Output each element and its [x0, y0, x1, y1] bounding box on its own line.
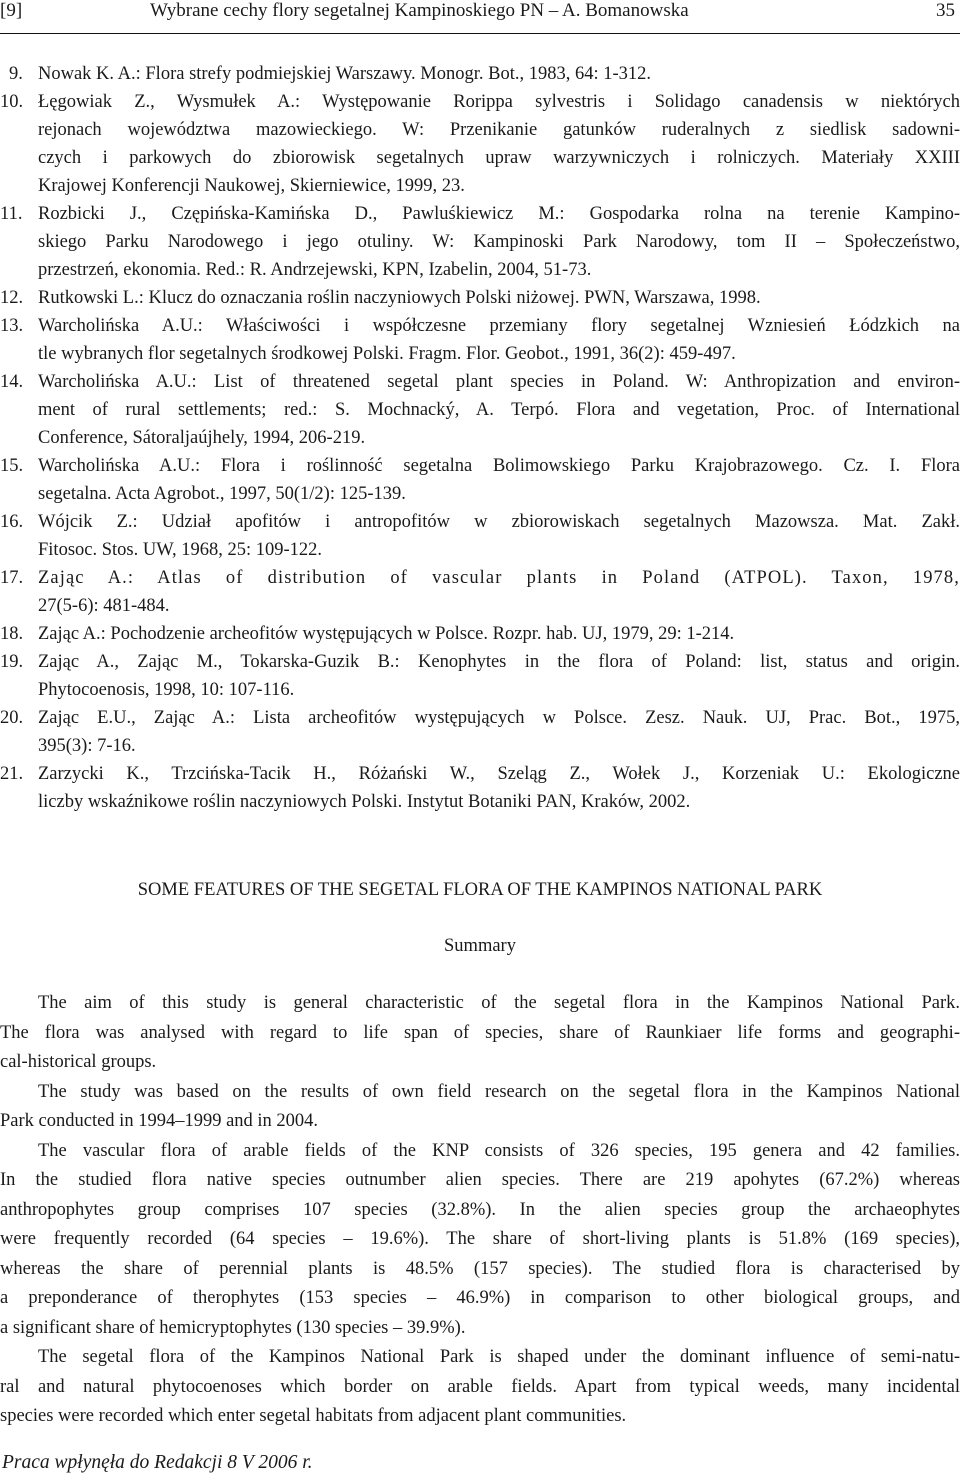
reference-line: Warcholińska A.U.: List of threatened segetal plant species in Poland. W: Anthropization and environ- [38, 372, 960, 392]
reference-item [0, 368, 960, 452]
reference-line: Łęgowiak Z., Wysmułek A.: Występowanie Rorippa sylvestris i Solidago canadensis w niektórych [38, 92, 960, 112]
running-title: Wybrane cechy flory segetalnej Kampinoskiego PN – A. Bomanowska [150, 0, 689, 21]
reference-item [0, 564, 960, 620]
summary-line: The vascular flora of arable fields of the KNP consists of 326 species, 195 genera and 42 families. [38, 1140, 960, 1161]
reference-line: Krajowej Konferencji Naukowej, Skierniewice, 1999, 23. [38, 176, 465, 196]
reference-line: Warcholińska A.U.: Flora i roślinność segetalna Bolimowskiego Parku Krajobrazowego. Cz. I. Flora [38, 456, 960, 476]
reference-item [0, 284, 960, 312]
reference-line: Zając A., Zając M., Tokarska-Guzik B.: Kenophytes in the flora of Poland: list, status and origin. [38, 652, 960, 672]
summary-line: In the studied flora native species outnumber alien species. There are 219 apohytes (67.2%) whereas [0, 1170, 960, 1190]
reference-number: 19. [0, 652, 24, 672]
reference-line: 395(3): 7-16. [38, 736, 136, 756]
reference-item [0, 200, 960, 284]
reference-item [0, 508, 960, 564]
reference-number: 16. [0, 512, 24, 532]
summary-line: cal-historical groups. [0, 1052, 157, 1072]
reference-list [0, 60, 960, 816]
summary-line: The study was based on the results of own field research on the segetal flora in the Kampinos National [38, 1081, 960, 1102]
reference-item [0, 620, 960, 648]
summary-line: The segetal flora of the Kampinos National Park is shaped under the dominant influence of semi-natu- [38, 1347, 960, 1367]
reference-line: Wójcik Z.: Udział apofitów i antropofitów w zbiorowiskach segetalnych Mazowsza. Mat. Zakł. [38, 512, 960, 532]
summary-line: species were recorded which enter segetal habitats from adjacent plant communities. [0, 1406, 627, 1426]
summary-line: a preponderance of therophytes (153 species – 46.9%) in comparison to other biological groups, and [0, 1288, 960, 1308]
reference-item [0, 60, 960, 88]
reference-number: 18. [0, 624, 24, 644]
reference-number: 20. [0, 708, 24, 728]
reference-item [0, 648, 960, 704]
received-note: Praca wpłynęła do Redakcji 8 V 2006 r. [2, 1452, 313, 1473]
summary-line: The flora was analysed with regard to life span of species, share of Raunkiaer life forms and geographi- [0, 1022, 960, 1043]
reference-line: przestrzeń, ekonomia. Red.: R. Andrzejewski, KPN, Izabelin, 2004, 51-73. [38, 260, 592, 280]
reference-line: segetalna. Acta Agrobot., 1997, 50(1/2): 125-139. [38, 484, 406, 504]
summary-line: were frequently recorded (64 species – 19.6%). The share of short-living plants is 51.8% (169 species), [0, 1229, 960, 1249]
reference-line: Rozbicki J., Czępińska-Kamińska D., Pawluśkiewicz M.: Gospodarka rolna na terenie Kampino- [38, 204, 960, 224]
reference-line: skiego Parku Narodowego i jego otuliny. W: Kampinoski Park Narodowy, tom II – Społeczeństwo, [38, 232, 960, 252]
summary-line: whereas the share of perennial plants is 48.5% (157 species). The studied flora is characterised by [0, 1258, 960, 1279]
summary-line: The aim of this study is general characteristic of the segetal flora in the Kampinos National Park. [38, 993, 960, 1013]
reference-line: rejonach województwa mazowieckiego. W: Przenikanie gatunków ruderalnych z siedlisk sadowni- [38, 120, 960, 140]
reference-line: Zając A.: Pochodzenie archeofitów występujących w Polsce. Rozpr. hab. UJ, 1979, 29: 1-214. [38, 624, 735, 644]
reference-number: 9. [9, 64, 23, 84]
reference-number: 10. [0, 92, 24, 112]
reference-line: Conference, Sátoraljaújhely, 1994, 206-219. [38, 428, 366, 448]
chapter-tag: [9] [0, 0, 23, 21]
reference-number: 15. [0, 456, 24, 476]
reference-number: 13. [0, 316, 24, 336]
summary-line: a significant share of hemicryptophytes (130 species – 39.9%). [0, 1317, 466, 1338]
reference-line: Zarzycki K., Trzcińska-Tacik H., Różański W., Szeląg Z., Wołek J., Korzeniak U.: Ekologiczne [38, 764, 960, 784]
header-rule [0, 33, 960, 34]
reference-number: 17. [0, 568, 24, 588]
reference-line: Phytocoenosis, 1998, 10: 107-116. [38, 680, 295, 700]
reference-line: Warcholińska A.U.: Właściwości i współczesne przemiany flory segetalnej Wzniesień Łódzkich na [38, 316, 960, 336]
reference-item [0, 452, 960, 508]
reference-item [0, 704, 960, 760]
reference-number: 14. [0, 372, 24, 392]
reference-number: 12. [0, 288, 24, 308]
reference-line: Nowak K. A.: Flora strefy podmiejskiej Warszawy. Monogr. Bot., 1983, 64: 1-312. [38, 64, 652, 84]
page-number: 35 [936, 0, 955, 21]
reference-number: 21. [0, 764, 24, 784]
running-head [0, 0, 960, 22]
summary-line: ral and natural phytocoenoses which border on arable fields. Apart from typical weeds, many incidental [0, 1376, 960, 1397]
reference-item [0, 312, 960, 368]
summary-line: Park conducted in 1994–1999 and in 2004. [0, 1111, 319, 1131]
reference-line: tle wybranych flor segetalnych środkowej Polski. Fragm. Flor. Geobot., 1991, 36(2): 459-497. [38, 344, 736, 364]
summary-line: anthropophytes group comprises 107 species (32.8%). In the alien species group the archaeophytes [0, 1199, 960, 1220]
reference-item [0, 88, 960, 200]
reference-line: Rutkowski L.: Klucz do oznaczania roślin naczyniowych Polski niżowej. PWN, Warszawa, 1998. [38, 288, 761, 308]
reference-line: Fitosoc. Stos. UW, 1968, 25: 109-122. [38, 540, 323, 560]
reference-line: liczby wskaźnikowe roślin naczyniowych Polski. Instytut Botaniki PAN, Kraków, 2002. [38, 792, 691, 812]
reference-line: czych i parkowych do zbiorowisk segetalnych upraw warzywniczych i rolniczych. Materiały XXIII [38, 148, 960, 168]
summary-body [0, 989, 960, 1432]
reference-line: 27(5-6): 481-484. [38, 596, 170, 616]
reference-line: Zając A.: Atlas of distribution of vascular plants in Poland (ATPOL). Taxon, 1978, [38, 568, 960, 588]
reference-number: 11. [0, 204, 23, 224]
summary-title: SOME FEATURES OF THE SEGETAL FLORA OF THE KAMPINOS NATIONAL PARK [137, 880, 823, 900]
summary-heading: Summary [444, 936, 516, 956]
reference-item [0, 760, 960, 816]
reference-line: Zając E.U., Zając A.: Lista archeofitów występujących w Polsce. Zesz. Nauk. UJ, Prac. Bot., 1975, [38, 708, 960, 728]
reference-line: ment of rural settlements; red.: S. Mochnacký, A. Terpó. Flora and vegetation, Proc. of International [38, 400, 960, 420]
